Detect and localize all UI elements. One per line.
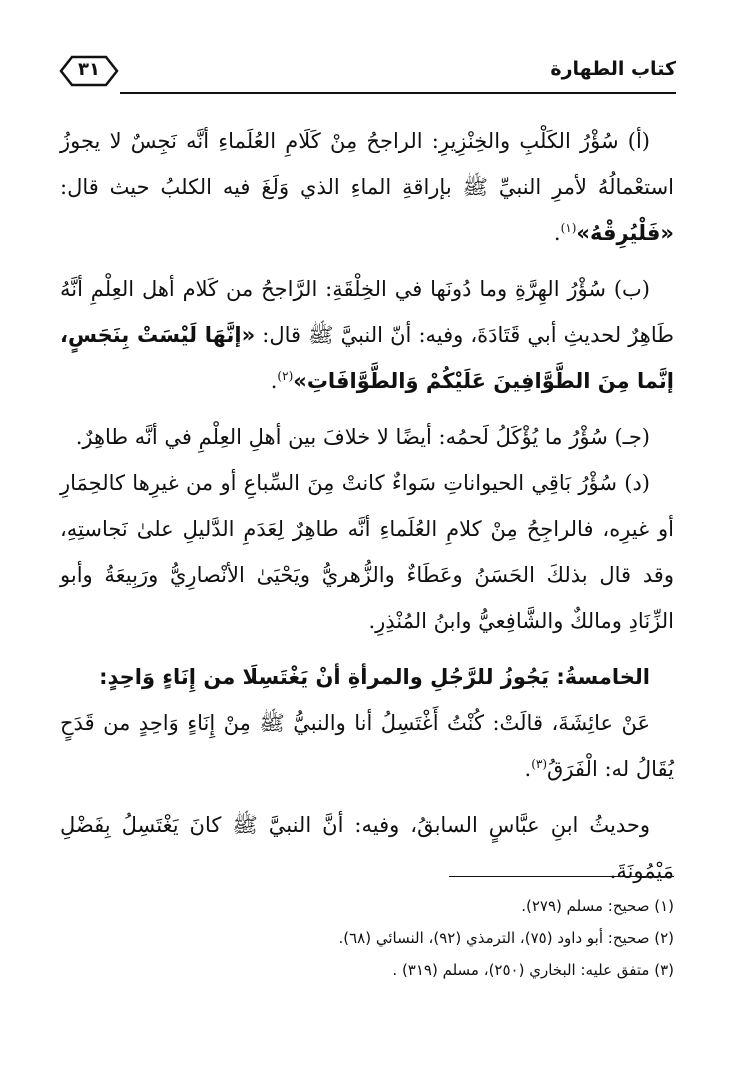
footnote-divider [449, 876, 674, 877]
paragraph-b-text: (ب) سُؤْرُ الهِرَّةِ وما دُونَها في الخِلْقَةِ: الرَّاجحُ من كَلام أهل العِلْمِ أنَّهُ طَاهِرٌ لحديثِ أبي قَتَادَةَ، وفيه: أنّ النبيَّ ﷺ قال: [60, 277, 674, 347]
page-number: ٣١ [78, 59, 100, 80]
footnotes [200, 890, 674, 986]
paragraph-c: (جـ) سُؤْرُ ما يُؤْكَلُ لَحمُه: أيضًا لا خلافَ بين أهلِ العِلْمِ في أنَّه طاهِرٌ. [75, 425, 650, 449]
paragraph-aisha-end: . [524, 757, 532, 781]
paragraph-a-end: . [553, 221, 561, 245]
book-title: كتاب الطهارة [550, 58, 676, 80]
footnote-3: (٣) متفق عليه: البخاري (٢٥٠)، مسلم (٣١٩) . [392, 961, 674, 979]
paragraph-a-text: (أ) سُؤْرُ الكَلْبِ والخِنْزِيرِ: الراجحُ مِنْ كَلَامِ العُلَماءِ أنَّه نَجِسٌ لا يجوزُ استعْمالُهُ لأمرِ النبيِّ ﷺ بإراقةِ الماءِ الذي وَلَغَ فيه الكلبُ حيث قال: [60, 129, 674, 199]
paragraph-aisha-text: عَنْ عائِشَةَ، قالَتْ: كُنْتُ أَغْتَسِلُ أنا والنبيُّ ﷺ مِنْ إِنَاءٍ وَاحِدٍ من قَدَحٍ يُقَالُ له: الْفَرَقُ [60, 711, 674, 781]
section-heading-fifth: الخامسةُ: يَجُوزُ للرَّجُلِ والمرأةِ أنْ يَغْتَسِلَا من إِنَاءٍ وَاحِدٍ: [99, 665, 650, 689]
paragraph-ibn-abbas: وحديثُ ابنِ عبَّاسٍ السابقُ، وفيه: أنَّ النبيَّ ﷺ كانَ يَغْتَسِلُ بِفَضْلِ مَيْمُونَةَ. [60, 813, 674, 883]
paragraph-aisha [60, 700, 674, 792]
paragraph-a [60, 118, 674, 256]
header-divider [120, 92, 676, 94]
footnote-ref-2[interactable]: (٢) [277, 369, 294, 383]
footnote-ref-1[interactable]: (١) [560, 221, 577, 235]
paragraph-b [60, 266, 674, 404]
hadith-quote-a: «فَلْيُرِقْهُ» [576, 221, 674, 245]
page-number-badge [58, 54, 120, 88]
page-header [58, 52, 676, 96]
footnote-1: (١) صحيح: مسلم (٢٧٩). [521, 897, 674, 915]
paragraph-d: (د) سُؤْرُ بَاقِي الحيواناتِ سَواءٌ كانتْ مِنَ السِّباعِ أو من غيرِها كالحِمَارِ أو غيرِه، فالراجِحُ مِنْ كلامِ العُلَماءِ أنَّه طاهِرٌ لِعَدَمِ الدَّليلِ علىٰ نَجاستِهِ، وقد قال بذلكَ الحَسَنُ وعَطَاءٌ والزُّهريُّ ويَحْيَىٰ الأنْصارِيُّ ورَبِيعَةُ وأبو الزِّنَادِ ومالكٌ والشَّافِعيُّ وابنُ المُنْذِرِ. [60, 471, 674, 633]
main-text [60, 118, 674, 894]
hadith-quote-b: «إنَّهَا لَيْسَتْ بِنَجَسٍ، إنَّما مِنَ الطَّوَّافِينَ عَلَيْكُمْ وَالطَّوَّافَاتِ» [60, 323, 674, 393]
paragraph-b-end: . [270, 369, 278, 393]
footnote-2: (٢) صحيح: أبو داود (٧٥)، الترمذي (٩٢)، النسائي (٦٨). [338, 929, 674, 947]
footnote-ref-3[interactable]: (٣) [531, 757, 548, 771]
